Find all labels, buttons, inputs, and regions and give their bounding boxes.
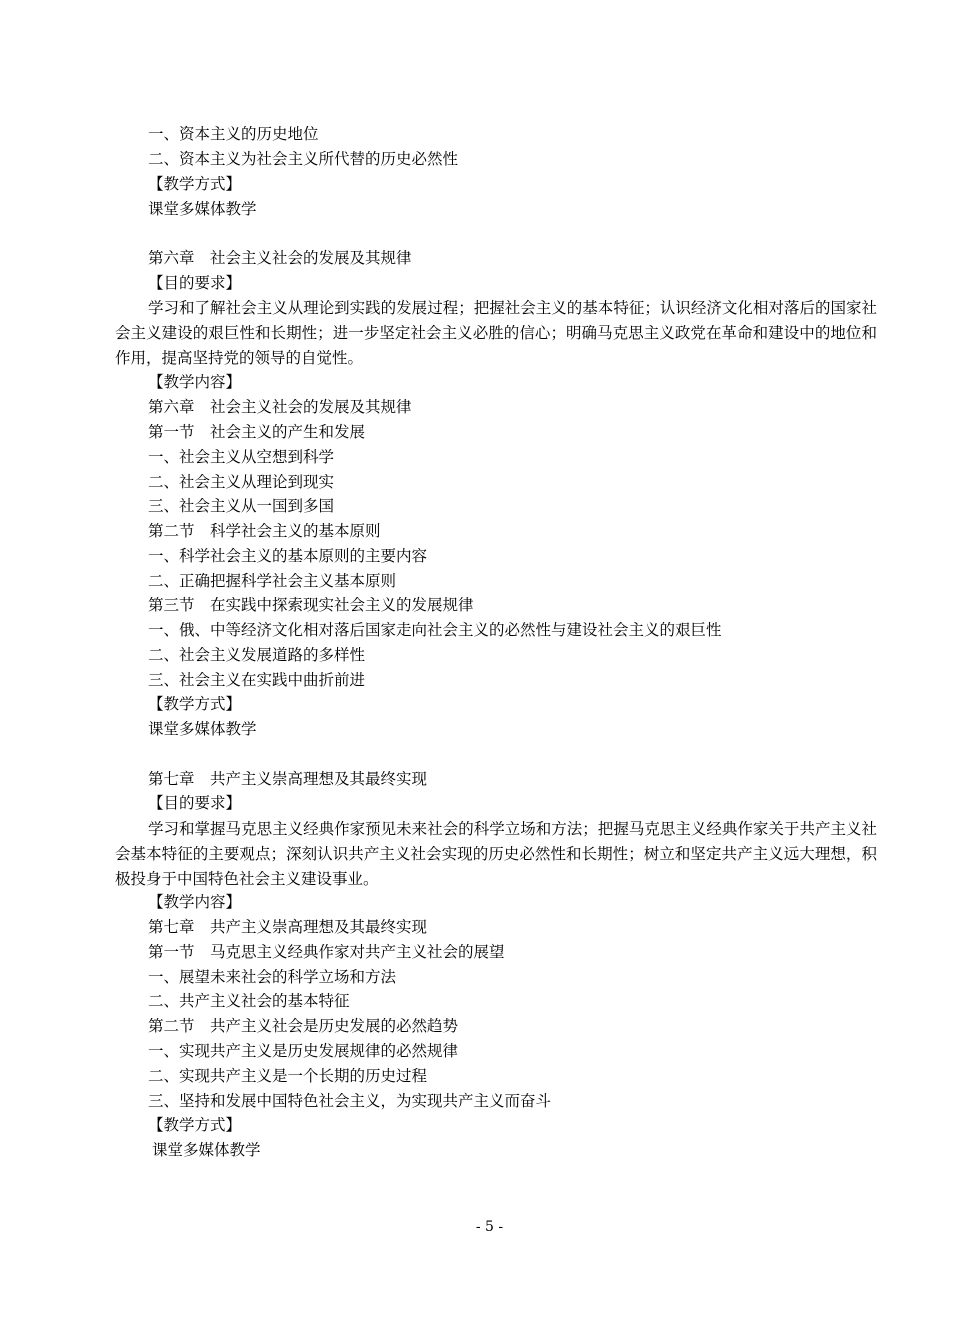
section-label: 【教学方式】 [148, 695, 242, 713]
list-item: 二、共产主义社会的基本特征 [148, 992, 350, 1010]
section-label: 【教学方式】 [148, 175, 242, 193]
body-line: 课堂多媒体教学 [148, 720, 257, 738]
chapter-title: 第六章 社会主义社会的发展及其规律 [148, 249, 412, 267]
list-item: 二、正确把握科学社会主义基本原则 [148, 572, 397, 590]
list-item: 三、社会主义在实践中曲折前进 [148, 671, 366, 689]
list-item: 一、科学社会主义的基本原则的主要内容 [148, 547, 428, 565]
section-label: 【目的要求】 [148, 794, 242, 812]
goal-paragraph: 学习和了解社会主义从理论到实践的发展过程；把握社会主义的基本特征；认识经济文化相对落后的国家社会主义建设的艰巨性和长期性；进一步坚定社会主义必胜的信心；明确马克思主义政党在革命和建设中的地位和作用，提高坚持党的领导的自觉性。 [115, 299, 877, 367]
chapter-heading: 第六章 社会主义社会的发展及其规律 [148, 398, 412, 416]
section-heading: 第三节 在实践中探索现实社会主义的发展规律 [148, 596, 474, 614]
body-line: 课堂多媒体教学 [152, 1141, 261, 1159]
list-item: 二、社会主义从理论到现实 [148, 473, 335, 491]
list-item: 二、社会主义发展道路的多样性 [148, 646, 366, 664]
page-number: - 5 - [475, 1219, 504, 1235]
section-label: 【教学内容】 [148, 373, 242, 391]
list-item: 一、展望未来社会的科学立场和方法 [148, 968, 397, 986]
list-item: 一、资本主义的历史地位 [148, 125, 319, 143]
section-heading: 第二节 科学社会主义的基本原则 [148, 522, 381, 540]
chapter-title: 第七章 共产主义崇高理想及其最终实现 [148, 770, 428, 788]
list-item: 一、俄、中等经济文化相对落后国家走向社会主义的必然性与建设社会主义的艰巨性 [148, 621, 722, 639]
section-heading: 第一节 社会主义的产生和发展 [148, 423, 366, 441]
chapter-heading: 第七章 共产主义崇高理想及其最终实现 [148, 918, 428, 936]
section-heading: 第二节 共产主义社会是历史发展的必然趋势 [148, 1017, 459, 1035]
list-item: 二、资本主义为社会主义所代替的历史必然性 [148, 150, 459, 168]
goal-paragraph: 学习和掌握马克思主义经典作家预见未来社会的科学立场和方法；把握马克思主义经典作家关于共产主义社会基本特征的主要观点；深刻认识共产主义社会实现的历史必然性和长期性；树立和坚定共产主义远大理想，积极投身于中国特色社会主义建设事业。 [115, 820, 877, 888]
section-heading: 第一节 马克思主义经典作家对共产主义社会的展望 [148, 943, 505, 961]
list-item: 三、社会主义从一国到多国 [148, 497, 335, 515]
section-label: 【目的要求】 [148, 274, 242, 292]
list-item: 二、实现共产主义是一个长期的历史过程 [148, 1067, 428, 1085]
body-line: 课堂多媒体教学 [148, 200, 257, 218]
list-item: 三、坚持和发展中国特色社会主义，为实现共产主义而奋斗 [148, 1092, 552, 1110]
section-label: 【教学内容】 [148, 893, 242, 911]
section-label: 【教学方式】 [148, 1116, 242, 1134]
list-item: 一、社会主义从空想到科学 [148, 448, 335, 466]
list-item: 一、实现共产主义是历史发展规律的必然规律 [148, 1042, 459, 1060]
